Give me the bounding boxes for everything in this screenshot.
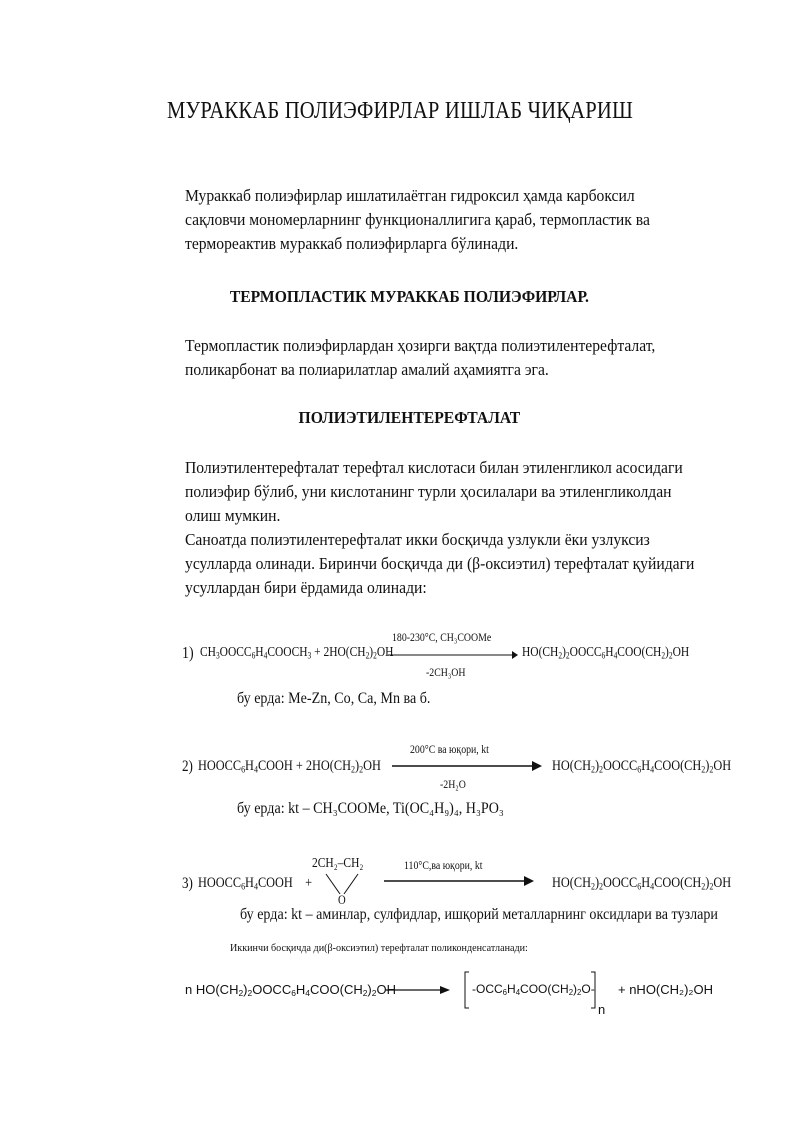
reaction-1-reactants: $CH_3OOCC_6H_4COOCH_3 + 2HO(CH_2)_2OH$ [200,645,394,661]
second-stage-note: Иккинчи босқичда ди(β-оксиэтил) терефталат поликонденсатланади: [230,942,528,954]
heading-thermoplastic: ТЕРМОПЛАСТИК МУРАККАБ ПОЛИЭФИРЛАР. [229,287,589,306]
reaction-4-subscript-n: n [598,1002,606,1017]
reaction-2-product: $HO(CH_2)_2OOCC_6H_4COO(CH_2)_2OH$ [552,758,732,776]
reaction-3-where: бу ерда: kt – аминлар, сулфидлар, ишқорий металларнинг оксидлари ва тузлари [240,906,718,923]
document-title: МУРАККАБ ПОЛИЭФИРЛАР ИШЛАБ ЧИҚАРИШ [167,98,633,124]
reaction-4-arrow [386,985,450,995]
intro-line: сақловчи мономерларнинг функционаллигига қараб, термопластик ва [185,210,650,229]
reaction-2-condition-top: 200°C ва юқори, kt [410,742,489,756]
reaction-2-where: бу ерда: kt – CH₃COOMe, Ti(OC₄H₉)₄, H₃PO₃ [237,800,504,817]
pet-line: полиэфир бўлиб, уни кислотанинг турли ҳосилалари ва этиленгликолдан [185,482,672,501]
thermo-paragraph [185,334,700,382]
pet-line: Полиэтилентерефталат терефтал кислотаси билан этиленгликол асосидаги [185,458,683,477]
reaction-2-arrow [392,761,542,771]
reaction-4-reactant: n $HO(CH_2)_2OOCC_6H_4COO(CH_2)_2OH$ [185,982,396,999]
reaction-4-polymer-unit: $-OCC_6H_4COO(CH_2)_2O-$ [472,982,595,997]
intro-line: Мураккаб полиэфирлар ишлатилаётган гидроксил ҳамда карбоксил [185,186,635,205]
reaction-3-epoxide-oxygen: O [338,892,346,907]
reaction-4-n: n [185,982,193,997]
intro-line: термореактив мураккаб полиэфирларга бўлинади. [185,234,519,253]
reaction-3-condition-top: 110°C,ва юқори, kt [404,858,483,872]
reaction-3-arrow [384,876,534,886]
heading-pet: ПОЛИЭТИЛЕНТЕРЕФТАЛАТ [298,408,521,427]
reaction-1-arrow [388,650,518,660]
reaction-3-product: $HO(CH_2)_2OOCC_6H_4COO(CH_2)_2OH$ [552,875,732,893]
reaction-2-number: 2) [182,758,193,775]
reaction-1-condition-bottom: -2CH₃OH [426,665,466,679]
reaction-1-where: бу ерда: Me-Zn, Co, Ca, Mn ва б. [237,690,431,707]
thermo-line: поликарбонат ва полиарилатлар амалий аҳамиятга эга. [185,360,549,379]
intro-paragraph [185,184,700,256]
pet-line: Саноатда полиэтилентерефталат икки босқичда узлукли ёки узлуксиз [185,530,650,549]
reaction-1-condition-top: 180-230°C, CH₃COOMe [392,630,492,644]
pet-line: усулларда олинади. Биринчи босқичда ди (β-оксиэтил) терефталат қуйидаги [185,554,695,573]
pet-line: усуллардан бири ёрдамида олинади: [185,578,427,597]
reaction-1-number: 1) [182,643,194,662]
reaction-2-reactants: $HOOCC_6H_4COOH + 2HO(CH_2)_2OH$ [198,758,381,776]
reaction-3-number: 3) [182,875,193,892]
thermo-line: Термопластик полиэфирлардан ҳозирги вақтда полиэтилентерефталат, [185,336,656,355]
pet-paragraph [185,456,700,600]
reaction-3-reactant-acid: $HOOCC_6H_4COOH$ + [198,875,313,893]
pet-line: олиш мумкин. [185,506,281,525]
reaction-1-product: $HO(CH_2)_2OOCC_6H_4COO(CH_2)_2OH$ [522,645,690,661]
reaction-4-byproduct: + nHO(CH₂)₂OH [618,982,713,997]
reaction-2-condition-bottom: -2H₂O [440,777,466,791]
reaction-3-epoxide-label: 2CH₂–CH₂ [312,856,364,871]
